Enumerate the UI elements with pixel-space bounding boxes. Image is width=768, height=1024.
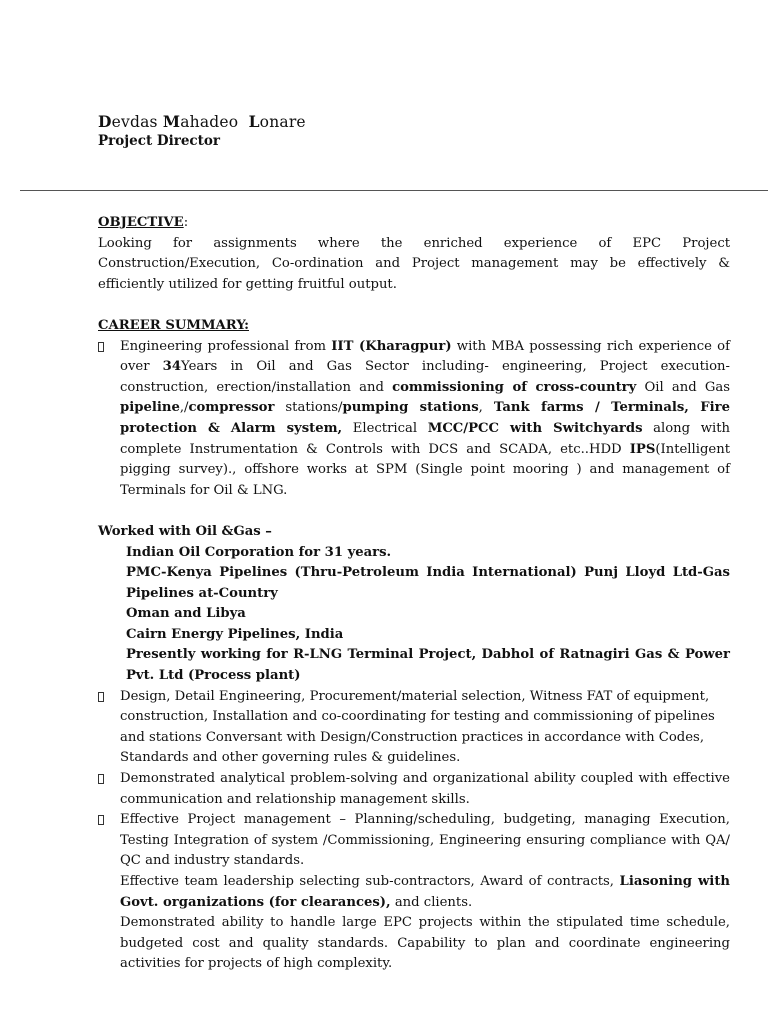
summary-bold-4: pipeline: [120, 400, 180, 416]
bullet-box-icon: [98, 692, 104, 702]
bullet-box-icon: [98, 815, 104, 825]
header-divider: [20, 190, 768, 191]
summary-text-6: stations/: [274, 400, 343, 416]
summary-bold-5: compressor: [188, 400, 275, 416]
summary-bold-6: pumping stations: [342, 400, 479, 416]
name-rest-3: onare: [259, 113, 306, 131]
objective-heading-line: [98, 213, 730, 234]
employer-item: Indian Oil Corporation for 31 years.: [126, 544, 392, 560]
summary-text-4: Oil and Gas: [636, 379, 730, 395]
skill-bullet: [98, 810, 730, 872]
summary-text-10: (Intelligent pigging survey)., offshore works at SPM (Single point mooring ) and management of Terminals for Oil & LNG.: [120, 441, 730, 498]
career-summary-bullet: [98, 337, 730, 502]
summary-bold-3: commissioning of cross-country: [392, 379, 637, 395]
summary-text-9: along with complete Instrumentation & Controls with DCS and SCADA, etc..HDD: [120, 420, 731, 457]
summary-text-1: Engineering professional from: [120, 338, 332, 354]
skill-bullet: [98, 687, 730, 769]
objective-text: Looking for assignments where the enriched experience of EPC Project Construction/Execution, Co-ordination and Project management may be effectively & efficiently utilized for getting fruitful output.: [98, 235, 730, 292]
spacer: [98, 295, 730, 316]
worked-with-heading: Worked with Oil &Gas –: [98, 523, 272, 539]
summary-bold-9: IPS: [629, 441, 656, 457]
leadership-paragraph: [98, 872, 730, 913]
leadership-bold: Liasoning with Govt. organizations (for clearances),: [120, 874, 730, 910]
summary-bold-1: IIT (Kharagpur): [331, 338, 452, 354]
employer-item: Cairn Energy Pipelines, India: [126, 626, 344, 642]
skill-bullet: [98, 769, 730, 810]
name-rest-1: evdas: [111, 113, 158, 131]
employer-item: Presently working for R-LNG Terminal Project, Dabhol of Ratnagiri Gas & Power Pvt. Ltd (Process plant): [126, 647, 730, 684]
summary-text-5: ,/: [179, 400, 189, 416]
skill-text: Effective Project management – Planning/scheduling, budgeting, managing Execution, Testing Integration of system /Commissioning, Engineering ensuring compliance with QA/ QC and industry standards.: [120, 812, 730, 869]
summary-bold-8: MCC/PCC with Switchyards: [427, 420, 643, 436]
name-rest-2: ahadeo: [180, 113, 239, 131]
spacer: [98, 501, 730, 522]
name-initial-1: D: [98, 112, 112, 131]
summary-text-3: Years in Oil and Gas Sector including- engineering, Project execution- construction, erection/installation and: [120, 359, 730, 395]
summary-bold-2: 34: [162, 359, 182, 375]
objective-heading: OBJECTIVE: [98, 215, 184, 230]
closing-paragraph: Demonstrated ability to handle large EPC projects within the stipulated time schedule, budgeted cost and quality standards. Capability to plan and coordinate engineering activities for projects of high complexity.: [120, 915, 730, 972]
bullet-box-icon: [98, 342, 104, 352]
candidate-name: [98, 112, 306, 131]
name-initial-2: M: [162, 112, 181, 131]
summary-text-7: ,: [478, 400, 494, 416]
objective-colon: :: [183, 215, 189, 230]
bullet-box-icon: [98, 774, 104, 784]
employer-item: PMC-Kenya Pipelines (Thru-Petroleum India International) Punj Lloyd Ltd-Gas Pipelines at-Country: [126, 565, 730, 601]
skill-text: Demonstrated analytical problem-solving and organizational ability coupled with effective communication and relationship management skills.: [120, 771, 730, 807]
leadership-text-2: and clients.: [390, 894, 473, 910]
name-initial-3: L: [248, 112, 260, 131]
leadership-text-1: Effective team leadership selecting sub-contractors, Award of contracts,: [120, 874, 620, 889]
career-summary-heading: CAREER SUMMARY:: [98, 317, 249, 333]
skill-text: Design, Detail Engineering, Procurement/material selection, Witness FAT of equipment, construction, Installation and co-coordinating for testing and commissioning of pipelines and stations Conversant with Design/Construction practices in accordance with Codes, Standards and other governing rules & guidelines.: [120, 688, 715, 766]
job-title: Project Director: [98, 133, 221, 149]
summary-text-8: Electrical: [342, 420, 428, 436]
summary-bold-7: Tank farms / Terminals, Fire protection & Alarm system,: [120, 400, 730, 436]
summary-text-2: with MBA possessing rich experience of over: [120, 338, 730, 375]
employer-list: [98, 543, 730, 687]
resume-body: [98, 213, 730, 975]
employer-item: Oman and Libya: [126, 606, 246, 622]
